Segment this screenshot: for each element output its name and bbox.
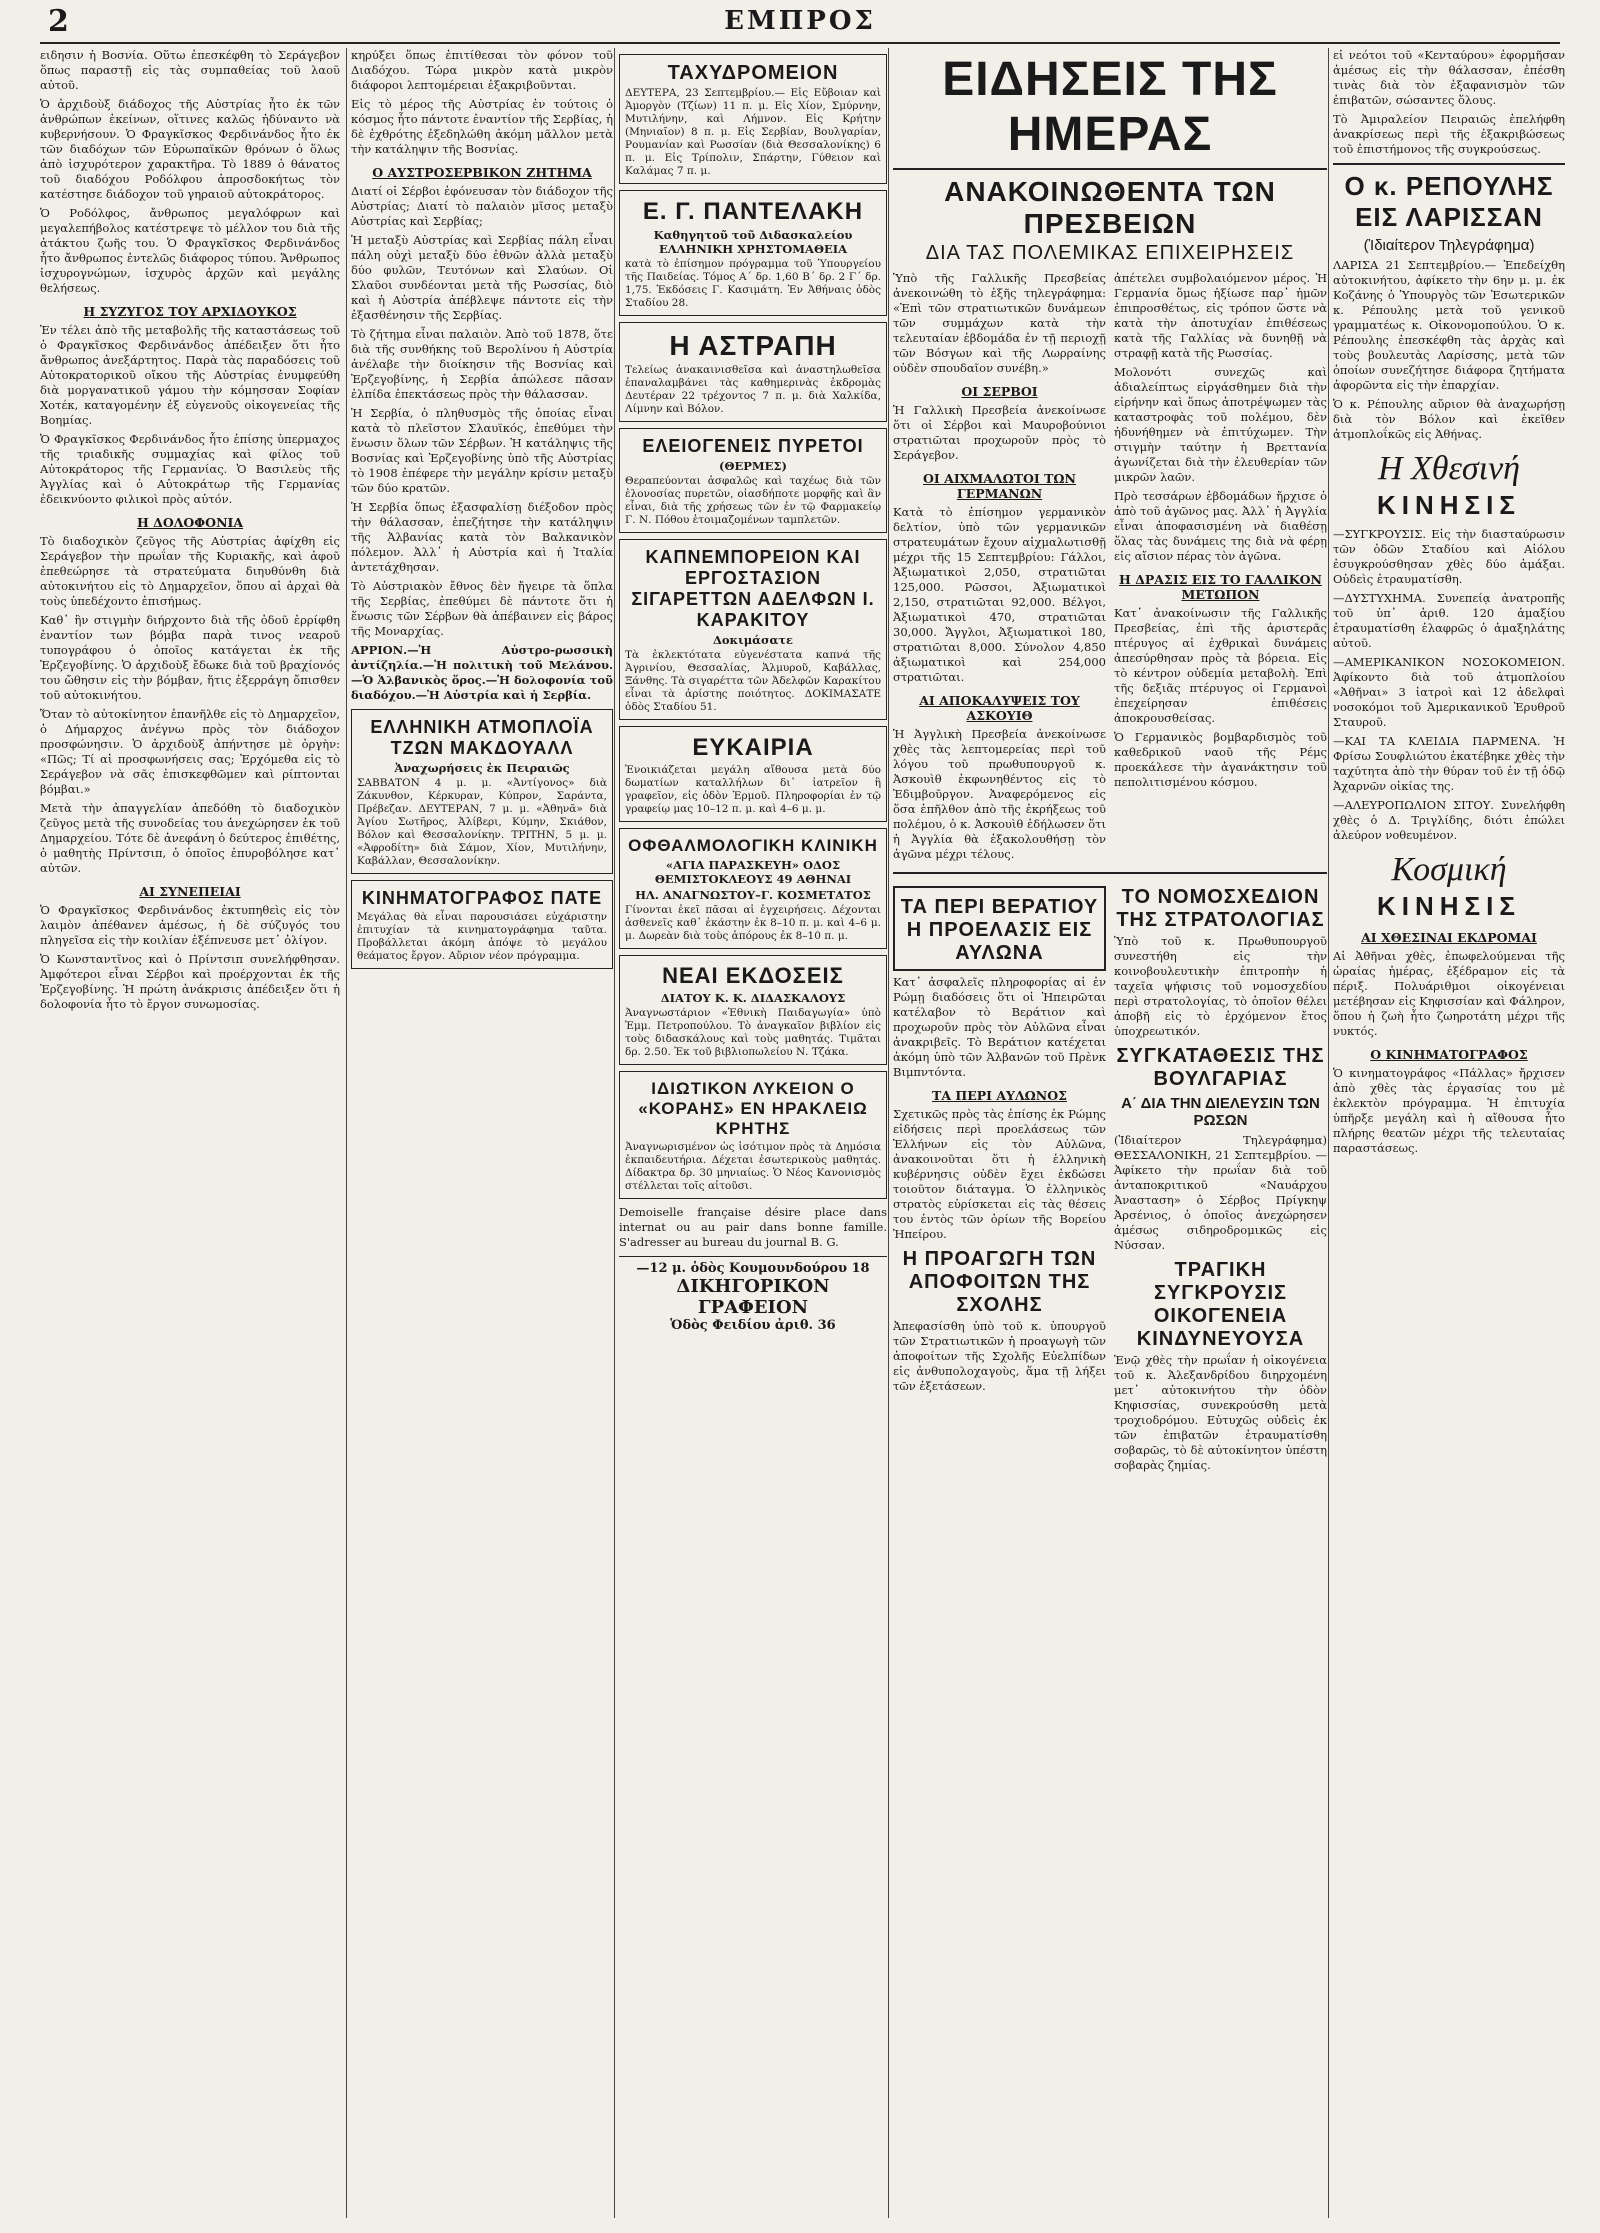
section-heading: Η ΣΥΖΥΓΟΣ ΤΟΥ ΑΡΧΙΔΟΥΚΟΣ — [83, 304, 297, 319]
article-paragraph: Ὑπὸ τῆς Γαλλικῆς Πρεσβείας ἀνεκοινώθη τὸ ἑξῆς τηλεγράφημα: «Ἐπὶ τῶν στρατιωτικῶν δυνάμεων τῶν συμμάχων κατὰ τὴν τελευταίαν ἑβδομάδα ἐν τῇ περιοχῇ τῶν Βόσγων καὶ τῆς Λωρραίνης οὐδὲν σπουδαῖον συνέβη.» — [893, 271, 1106, 375]
article-paragraph: Καθ᾿ ἣν στιγμὴν διήρχοντο διὰ τῆς ὁδοῦ ἐρρίφθη ἐναντίον των βόμβα παρὰ τινος νεαροῦ τυπογράφου ὁ ὁποῖος κατάγεται ἐκ τῆς Ἐρζεγοβίνης. Ὁ ἀρχιδοὺξ ἔδωκε διὰ τοῦ βραχίονός του ὤθησιν εἰς τὴν βόμβαν, ἥτις ἐξερράγη ὄπισθεν τοῦ αὐτοκινήτου. — [40, 613, 340, 702]
ad-title: Η ΑΣΤΡΑΠΗ — [669, 330, 837, 361]
ad-fevers — [619, 428, 887, 533]
article-paragraph: Κατὰ τὸ ἐπίσημον γερμανικὸν δελτίον, ὑπὸ τῶν γερμανικῶν στρατευμάτων ἔχουν αἰχμαλωτισθῇ μέχρι τῆς 15 Σεπτεμβρίου: Γάλλοι, Ἀξιωματικοὶ 2,050, στρατιῶται 125,000. Ρῶσσοι, Ἀξιωματικοὶ 2,150, στρατιῶται 92,000. Βέλγοι, Ἀξιωματικοὶ 470, στρατιῶται 30,000. Ἄγγλοι, Ἀξιωματικοὶ 180, στρατιῶται 8,000. Σύνολον 4,850 ἀξιωματικοὶ καὶ 254,000 στρατιῶται. — [893, 505, 1106, 684]
article-paragraph: Τὸ διαδοχικὸν ζεῦγος τῆς Αὐστρίας ἀφίχθη εἰς Σεράγεβον τὴν πρωΐαν τῆς Κυριακῆς, καὶ ἀφοῦ ἐπεθεώρησε τὰ στρατεύματα διηυθύνθη διὰ αὐτοκινήτου εἰς τὸ Δημαρχεῖον, ὅπου αἱ ἀρχαὶ θὰ τοὺς ὑπεδέχοντο ἐπισήμως. — [40, 534, 340, 608]
subheadline: (Ἰδιαίτερον Τηλεγράφημα) — [1363, 237, 1535, 254]
ad-title: ΚΑΠΝΕΜΠΟΡΕΙΟΝ ΚΑΙ ΕΡΓΟΣΤΑΣΙΟΝ ΣΙΓΑΡΕΤΤΩΝ ΑΔΕΛΦΩΝ Ι. ΚΑΡΑΚΙΤΟΥ — [631, 547, 875, 630]
article-paragraph: Εἰς τὸ μέρος τῆς Αὐστρίας ἐν τούτοις ὁ κόσμος ἦτο πάντοτε ἐναντίον τῆς Σερβίας, ἡ δὲ ἐχθρότης ἐξεδηλώθη ἀκόμη μᾶλλον μετὰ τὴν κατάληψιν τῆς Βοσνίας. — [351, 97, 613, 156]
paper-name: ΕΜΠΡΟΣ — [724, 6, 876, 36]
article-columns — [893, 271, 1327, 866]
ad-tobacco — [619, 539, 887, 720]
article-paragraph: (Ἰδιαίτερον Τηλεγράφημα) ΘΕΣΣΑΛΟΝΙΚΗ, 21 Σεπτεμβρίου. — Ἀφίκετο τὴν πρωΐαν διὰ τοῦ ἀνταποκριτικοῦ «Ναυάρχου Ἀνασταση» ὁ Σέρβος Πρίγκηψ Ἀρσένιος, ὁ ὁποῖος ἀνεχώρησεν ἀμέσως σιδηροδρομικῶς εἰς Νύσσαν. — [1114, 1133, 1327, 1252]
article-left — [893, 880, 1106, 1477]
ad-title: ΟΦΘΑΛΜΟΛΟΓΙΚΗ ΚΛΙΝΙΚΗ — [628, 836, 878, 855]
section-title: ΕΙΔΗΣΕΙΣ ΤΗΣ ΗΜΕΡΑΣ — [942, 53, 1278, 161]
ad-body: Ἀναγνωστάριον «Ἐθνικὴ Παιδαγωγία» ὑπὸ Ἐμμ. Πετροπούλου. Τὸ ἀναγκαῖον βιβλίον εἰς τοὺς διδασκάλους καὶ τοὺς μαθητάς. Τιμᾶται δρ. 2.50. Ἐκ τοῦ βιβλιοπωλείου Ν. Τζάκα. — [625, 1007, 881, 1058]
article-paragraph: Πρὸ τεσσάρων ἑβδομάδων ἤρχισε ὁ ἀπὸ τοῦ ἀγῶνος μας. Ἀλλ᾿ ἡ Ἀγγλία εἶναι ἀποφασισμένη νὰ διαθέσῃ ὅλας τὰς δυνάμεις της διὰ νὰ φέρῃ εἰς αἴσιον πέρας τὸν ἀγῶνα. — [1114, 489, 1327, 563]
article-paragraph: Ὁ κινηματογράφος «Πάλλας» ἤρχισεν ἀπὸ χθὲς τὰς ἐργασίας του μὲ ἐκλεκτὸν πρόγραμμα. Ἡ ἐπιτυχία ὑπῆρξε μεγάλη καὶ ἡ αἴθουσα ἦτο πλήρης θεατῶν μέχρι τῆς τελευταίας παραστάσεως. — [1333, 1066, 1565, 1155]
article-paragraph: Τὸ ζήτημα εἶναι παλαιὸν. Ἀπὸ τοῦ 1878, ὅτε διὰ τῆς συνθήκης τοῦ Βερολίνου ἡ Αὐστρία ἀνέλαβε τὴν διοίκησιν τῆς Βοσνίας καὶ Ἐρζεγοβίνης, ἡ Σερβία ἀπώλεσε πᾶσαν ἐλπίδα ἐπεκτάσεως πρὸς τὴν θάλασσαν. — [351, 327, 613, 401]
section-heading: ΑΙ ΑΠΟΚΑΛΥΨΕΙΣ ΤΟΥ ΑΣΚΟΥΙΘ — [919, 693, 1080, 723]
article-columns — [893, 880, 1327, 1477]
ad-body: Τὰ ἐκλεκτότατα εὐγενέστατα καπνά τῆς Ἀγρινίου, Θεσσαλίας, Ἁλμυροῦ, Καβάλλας, Ξάνθης. Τὰ σιγαρέττα τῶν Ἀδελφῶν Καρακίτου εἶναι τὰ ἀρίστης ποιότητος. ΔΟΚΙΜΑΣΑΤΕ ὁδὸς Σταδίου 51. — [625, 649, 881, 713]
article-paragraph: —ΑΛΕΥΡΟΠΩΛΙΟΝ ΣΙΤΟΥ. Συνελήφθη χθὲς ὁ Δ. Τριγλίδης, διότι ἐπώλει ἀλεύρον νοθευμένον. — [1333, 798, 1565, 842]
article-paragraph: —ΚΑΙ ΤΑ ΚΛΕΙΔΙΑ ΠΑΡΜΕΝΑ. Ἡ Φρίσω Σουφλιώτου ἐκατέβηκε χθὲς τὴν ταχύτητα ἀπὸ τὴν θύραν τοῦ ἐν τῇ ὁδῷ Ἀχαρνῶν οἰκίας της. — [1333, 734, 1565, 793]
column-1 — [40, 48, 340, 2218]
ad-law-office — [619, 1256, 887, 1333]
ad-new-editions — [619, 955, 887, 1065]
section-title: ΚΙΝΗΣΙΣ — [1377, 891, 1521, 921]
section-heading: ΑΙ ΧΘΕΣΙΝΑΙ ΕΚΔΡΟΜΑΙ — [1361, 930, 1537, 945]
article-paragraph: Τὸ Ἀμιραλείον Πειραιῶς ἐπελήφθη ἀνακρίσεως περὶ τῆς ἐξακριβώσεως τοῦ ἐπιστήμονος τῆς συγκρούσεως. — [1333, 112, 1565, 156]
column-5 — [1328, 48, 1565, 2218]
masthead — [40, 0, 1560, 44]
article-paragraph: Αἱ Ἀθῆναι χθὲς, ἐπωφελούμεναι τῆς ὡραίας ἡμέρας, ἐξέδραμον εἰς τὰ πέριξ. Πολυάριθμοι οἰκογένειαι μετέβησαν εἰς Κηφισσίαν καὶ Φάληρον, ὅπου ἡ ζωὴ ἦτο ζωηροτάτη μέχρι τῆς νυκτός. — [1333, 949, 1565, 1038]
ad-title: ΙΔΙΩΤΙΚΟΝ ΛΥΚΕΙΟΝ Ο «ΚΟΡΑΗΣ» ΕΝ ΗΡΑΚΛΕΙΩ ΚΡΗΤΗΣ — [638, 1079, 868, 1138]
section-heading: Η ΔΟΛΟΦΟΝΙΑ — [136, 515, 244, 530]
headline: ΤΑ ΠΕΡΙ ΒΕΡΑΤΙΟΥ Η ΠΡΟΕΛΑΣΙΣ ΕΙΣ ΑΥΛΩΝΑ — [900, 896, 1099, 964]
section-heading: Ο ΚΙΝΗΜΑΤΟΓΡΑΦΟΣ — [1370, 1047, 1528, 1062]
article-paragraph: Ὑπὸ τοῦ κ. Πρωθυπουργοῦ συνεστήθη εἰς τὴν κοινοβουλευτικὴν ἐπιτροπὴν ἡ ταχεῖα ψήφισις τοῦ νομοσχεδίου περὶ στρατολογίας, τὸ ὁποῖον θέλει ἀποβῆ εἰς τὸ ἐρχόμενον ἔτος ὑποχρεωτικόν. — [1114, 934, 1327, 1038]
telegram-summary: ΑΡΡΙΟΝ.—Ἡ Αὐστρο-ρωσσικὴ ἀντίζηλία.—Ἡ πολιτικὴ τοῦ Μελάνου.—Ὁ Ἀλβανικὸς ὅρος.—Ἡ δολοφονία τοῦ διαδόχου.—Ἡ Αὐστρία καὶ ἡ Σερβία. — [351, 643, 613, 702]
ad-subtitle: (ΘΕΡΜΕΣ) — [719, 459, 787, 473]
ad-cinema — [351, 880, 613, 969]
article-paragraph: Σχετικῶς πρὸς τὰς ἐπίσης ἐκ Ρώμης εἰδήσεις περὶ προελάσεως τῶν Ἑλλήνων εἰς τὸν Αὐλῶνα, ἀνακοινοῦται ὅτι ἡ ἑλληνικὴ κυβέρνησις οὐδὲν ἔχει ἐκδώσει τοιοῦτον διάταγμα. Ὁ ἑλληνικὸς στρατὸς εὑρίσκεται εἰς τὰς θέσεις του ἐντὸς τῶν ὁρίων τῆς Βορείου Ἠπείρου. — [893, 1107, 1106, 1241]
ad-body: Ἐνοικιάζεται μεγάλη αἴθουσα μετὰ δύο δωματίων καταλλήλων δι᾿ ἰατρεῖον ἢ γραφεῖον, εἰς ὁδὸν Ἑρμοῦ. Πληροφορίαι ἐν τῷ γραφείῳ μας 10–12 π. μ. καὶ 4–6 μ. μ. — [625, 764, 881, 815]
ad-line: Ὁδὸς Φειδίου ἀριθ. 36 — [670, 1318, 836, 1333]
article-paragraph: —ΔΥΣΤΥΧΗΜΑ. Συνεπείᾳ ἀνατροπῆς τοῦ ὑπ᾿ ἀριθ. 120 ἁμαξίου ἐτραυματίσθη ἐλαφρῶς ὁ ἀμαξηλάτης αὐτοῦ. — [1333, 591, 1565, 650]
article-paragraph: Ὁ Γερμανικὸς βομβαρδισμὸς τοῦ καθεδρικοῦ ναοῦ τῆς Ρέμς προεκάλεσε τὴν ἀγανάκτησιν τοῦ πεπολιτισμένου κόσμου. — [1114, 730, 1327, 789]
ad-body: Ἀναγνωρισμένον ὡς ἰσότιμον πρὸς τὰ Δημόσια ἐκπαιδευτήρια. Δέχεται ἐσωτερικοὺς μαθητάς. Δίδακτρα δρ. 30 μηνιαίως. Ὁ Νέος Κανονισμὸς στέλλεται τοῖς αἰτοῦσι. — [625, 1141, 881, 1192]
article-right — [1114, 880, 1327, 1477]
section-heading: ΟΙ ΣΕΡΒΟΙ — [961, 384, 1038, 399]
article-right — [1114, 271, 1327, 866]
ad-body: ΣΑΒΒΑΤΟΝ 4 μ. μ. «Ἀντίγονος» διὰ Ζάκυνθον, Κέρκυραν, Κύπρον, Σαράντα, Πρέβεζαν. ΔΕΥΤΕΡΑΝ, 7 μ. μ. «Ἀθηνᾶ» διὰ Ἀγίου Σωτῆρος, Ἀλίβερι, Κύμην, Σκιάθον, Βόλον καὶ Θεσσαλονίκην. ΤΡΙΤΗΝ, 5 μ. μ. «Ἀφροδίτη» διὰ Σάμον, Χίον, Μυτιλήνην, Καβάλλαν, Θεσσαλονίκην. — [357, 777, 607, 867]
ad-body: Τελείως ἀνακαινισθεῖσα καὶ ἀναστηλωθεῖσα ἐπαναλαμβάνει τὰς καθημερινὰς ἐκδρομὰς Δευτέραν 22 τρέχοντος 7 π. μ. διὰ Χαλκίδα, Λίμνην καὶ Βόλον. — [625, 364, 881, 415]
ad-textbook — [619, 190, 887, 316]
headline-box — [893, 886, 1106, 971]
divider — [893, 872, 1327, 874]
article-paragraph: Τὸ Αὐστριακὸν ἔθνος δὲν ἤγειρε τὰ ὅπλα τῆς Σερβίας, ἐπεθύμει δὲ πάντοτε ὅτι ἡ ἕνωσις τῶν Σέρβων θὰ ἀπέβαινεν εἰς βάρος τῆς Μοναρχίας. — [351, 579, 613, 638]
article-paragraph: Κατ᾿ ἀσφαλεῖς πληροφορίας αἱ ἐν Ρώμῃ διαδόσεις ὅτι οἱ Ἠπειρῶται κατέλαβον τὸ Βεράτιον καὶ προχωροῦν πρὸς τὸν Αὐλῶνα εἶναι ἀνακριβεῖς. Τὸ Βεράτιον κατέχεται ἀκόμη ὑπὸ τῶν Ἀλβανῶν τοῦ Πρὲνκ Βιμπντόντα. — [893, 975, 1106, 1079]
ad-body: Μεγάλας θὰ εἶναι παρουσιάσει εὐχάριστην ἐπιτυχίαν τὰ κινηματογράφημα ταῦτα. Προβάλλεται ἀκόμη ἀπόψε τὸ μεγάλου θεάματος ἔργον. Αὔριον νέον πρόγραμμα. — [357, 911, 607, 962]
ad-subtitle: ΔΙΑΤΟΥ Κ. Κ. ΔΙΔΑΣΚΑΛΟΥΣ — [660, 991, 846, 1005]
ad-title: ΤΑΧΥΔΡΟΜΕΙΟΝ — [667, 62, 839, 84]
ad-subtitle: Δοκιμάσατε — [712, 633, 794, 647]
page-number: 2 — [48, 4, 69, 39]
ad-eye-clinic — [619, 828, 887, 949]
article-paragraph: Ἡ Γαλλικὴ Πρεσβεία ἀνεκοίνωσε ὅτι οἱ Σέρβοι καὶ Μαυροβούνιοι στρατιῶται προχωροῦν πρὸς τὸ Σεράγεβον. — [893, 403, 1106, 462]
ad-post-office — [619, 54, 887, 184]
article-paragraph: Ἡ Σερβία, ὁ πληθυσμὸς τῆς ὁποίας εἶναι κατὰ τὸ πλεῖστον Σλαυϊκός, ἐπεθύμει τὴν ἕνωσιν ὅλων τῶν Σέρβων. Ἡ κατάληψις τῆς Βοσνίας καὶ Ἐρζεγοβίνης ὑπὸ τῆς Αὐστρίας τὸ 1908 ἐπέφερε τὴν μεγάλην κρίσιν μεταξὺ τῶν δύο κρατῶν. — [351, 406, 613, 495]
ad-opportunity — [619, 726, 887, 822]
article-paragraph: Ὁ ἀρχιδοὺξ διάδοχος τῆς Αὐστρίας ἦτο ἐκ τῶν ἀνθρώπων ἐκείνων, οἵτινες καλῶς ἠδύναντο νὰ κυβερνήσουν. Ὁ Φραγκῖσκος Φερδινάνδος ἦτο ἐκ τῶν διαδόχων τῶν Εὐρωπαϊκῶν θρόνων ὁ ὅλως ἀπὸ ἰσχυρότερον χαρακτῆρα. Τὸ 1889 ὁ θάνατος τοῦ διαδόχου Ροδόλφου ἀπροσδοκήτως τὸν κατέστησε διάδοχον τοῦ γηραιοῦ αὐτοκράτορος. — [40, 97, 340, 201]
article-paragraph: Μετὰ τὴν ἀπαγγελίαν ἀπεδόθη τὸ διαδοχικὸν ζεῦγος μετὰ τῆς συνοδείας του ἀνεχώρησεν ἐκ τοῦ Δημαρχείου. Τότε δὲ ἀνεφάνη ὁ δεύτερος ἐπιθέτης, ὁ μαθητὴς Πρίντσιπ, ὁ ὁποῖος ἐπυροβόλησε κατ᾿ αὐτῶν. — [40, 801, 340, 875]
section-title: Η Χθεσινή — [1377, 450, 1521, 487]
article-paragraph: Ὁ Κωνσταντῖνος καὶ ὁ Πρίντσιπ συνελήφθησαν. Ἀμφότεροι εἶναι Σέρβοι καὶ προέρχονται ἐκ τῆς Ἐρζεγοβίνης. Ἡ πρώτη ἀνάκρισις ἀπέδειξεν ὅτι ἡ δολοφονία ἦτο τὸ ἔργον συνωμοσίας. — [40, 952, 340, 1011]
column-4 — [888, 48, 1327, 2218]
column-2 — [346, 48, 613, 2218]
ad-title: ΕΛΛΗΝΙΚΗ ΑΤΜΟΠΛΟΪΑ ΤΖΩΝ ΜΑΚΔΟΥΑΛΛ — [370, 717, 594, 758]
columns — [40, 48, 1565, 2218]
section-heading: ΤΑ ΠΕΡΙ ΑΥΛΩΝΟΣ — [932, 1088, 1067, 1103]
ad-body: ΔΕΥΤΕΡΑ, 23 Σεπτεμβρίου.— Εἰς Εὔβοιαν καὶ Ἀμοργὸν (Τζίων) 11 π. μ. Εἰς Χίον, Σμύρνην, Μυτιλήνην, καὶ Λήμνον. Εἰς Κρήτην (Μηνιαῖον) 8 π. μ. Εἰς Σερβίαν, Βουλγαρίαν, Ρουμανίαν καὶ Ρωσσίαν (διὰ Θεσσαλονίκης) 6 π. μ. Εἰς Τρίπολιν, Σπάρτην, Γύθειον καὶ Καλάμας 7 π. μ. — [625, 87, 881, 177]
article-paragraph: Ἡ Ἀγγλικὴ Πρεσβεία ἀνεκοίνωσε χθὲς τὰς λεπτομερείας περὶ τοῦ λόγου τοῦ πρωθυπουργοῦ κ. Ἀσκουὶθ ἐκφωνηθέντος εἰς τὸ Ἐδιμβοῦργον. Ἀναφερόμενος εἰς ὅσα ἐπῆλθον ἀπὸ τῆς ἐκρήξεως τοῦ πολέμου, ὁ κ. Ἀσκουὶθ ἐδήλωσεν ὅτι ἡ Ἀγγλία θὰ ἐξακολουθήσῃ τὸν ἀγῶνα μέχρι τέλους. — [893, 727, 1106, 861]
headline: ΣΥΓΚΑΤΑΘΕΣΙΣ ΤΗΣ ΒΟΥΛΓΑΡΙΑΣ — [1116, 1045, 1325, 1090]
headline: Η ΠΡΟΑΓΩΓΗ ΤΩΝ ΑΠΟΦΟΙΤΩΝ ΤΗΣ ΣΧΟΛΗΣ — [902, 1248, 1097, 1316]
section-heading: Ο ΑΥΣΤΡΟΣΕΡΒΙΚΟΝ ΖΗΤΗΜΑ — [372, 165, 592, 180]
subheadline: Α΄ ΔΙΑ ΤΗΝ ΔΙΕΛΕΥΣΙΝ ΤΩΝ ΡΩΣΩΝ — [1121, 1095, 1320, 1129]
section-title: ΚΙΝΗΣΙΣ — [1377, 490, 1521, 520]
article-paragraph: ΛΑΡΙΣΑ 21 Σεπτεμβρίου.— Ἐπεδείχθη αὐτοκινήτου, ἀφίκετο τὴν 6ην μ. μ. ἐκ Κοζάνης ὁ Ὑπουργὸς τῶν Ἐσωτερικῶν κ. Ρέπουλης μετὰ τοῦ γενικοῦ γραμματέως κ. Οἰκονομοπούλου. Ὁ κ. Ρέπουλης ἐπεσκέφθη τὰς ἀρχὰς καὶ τοὺς βουλευτὰς Λαρίσσης, μετὰ τῶν ὁποίων συνεζήτησε διάφορα ζητήματα ἀφορῶντα εἰς τὴν ἐπαρχίαν. — [1333, 258, 1565, 392]
ad-body: Γίνονται ἐκεῖ πᾶσαι αἱ ἐγχειρήσεις. Δέχονται ἀσθενεῖς καθ᾿ ἑκάστην ἐκ 8–10 π. μ. καὶ 4–6 μ. μ. Δωρεὰν διὰ τοὺς ἀπόρους ἐκ 8–10 π. μ. — [625, 904, 881, 942]
ad-body: κατὰ τὸ ἐπίσημον πρόγραμμα τοῦ Ὑπουργείου τῆς Παιδείας. Τόμος Α΄ δρ. 1,60 Β΄ δρ. 2 Γ΄ δρ. 1,75. Ἐκδόσεις Γ. Κασιμάτη. Ἐν Ἀθήναις ὁδὸς Σταδίου 28. — [625, 258, 881, 309]
article-paragraph: Ἡ μεταξὺ Αὐστρίας καὶ Σερβίας πάλη εἶναι πάλη οὐχὶ μεταξὺ δύο ἐθνῶν ἀλλὰ μεταξὺ δύο φυλῶν, Τευτόνων καὶ Σλαύων. Οἱ Σλαῦοι συνδέονται μετὰ τῆς Ρωσσίας, διὸ καὶ ἡ Αὐστρία ἀπέβλεψε πάντοτε εἰς τὴν ἐξασθένησιν τῆς Σερβίας. — [351, 233, 613, 322]
headline: Ο κ. ΡΕΠΟΥΛΗΣ ΕΙΣ ΛΑΡΙΣΣΑΝ — [1344, 171, 1554, 232]
article-paragraph: Μολονότι συνεχῶς καὶ ἀδιαλείπτως εἰργάσθημεν διὰ τὴν εἰρήνην καὶ ὅπως ἀποτρέψωμεν τὰς καταστροφὰς τοῦ πολέμου, δὲν ἠδυνήθημεν νὰ ἐπιτύχωμεν. Τὴν στιγμὴν ταύτην ἡ Βρεττανία ἀγωνίζεται διὰ τὴν ἐλευθερίαν τῶν μικρῶν λαῶν. — [1114, 365, 1327, 484]
headline: ΤΡΑΓΙΚΗ ΣΥΓΚΡΟΥΣΙΣ ΟΙΚΟΓΕΝΕΙΑ ΚΙΝΔΥΝΕΥΟΥΣΑ — [1136, 1259, 1305, 1350]
ad-body: Θεραπεύονται ἀσφαλῶς καὶ ταχέως διὰ τῶν ἑλονοσίας πυρετῶν, οἱασδήποτε μορφῆς καὶ ἂν εἶναι, διὰ τῆς χρήσεως τῶν ἐν τῷ Φαρμακείῳ Γ. Ν. Πόθου ἑτοιμαζομένων ταμπλετῶν. — [625, 475, 881, 526]
article-paragraph: Ὅταν τὸ αὐτοκίνητον ἐπανῆλθε εἰς τὸ Δημαρχεῖον, ὁ Δήμαρχος ἀνέγνω πρὸς τὸν διάδοχον προσφώνησιν. Ὁ ἀρχιδοὺξ ἀπήντησε μὲ ὀργὴν: «Πῶς; Τί αἱ προσφωνήσεις σας; Ἐρχόμεθα εἰς τὸ Σεράγεβον νὰ σᾶς ἐπισκεφθῶμεν καὶ ρίπτονται βόμβαι.» — [40, 707, 340, 796]
article-left — [893, 271, 1106, 866]
ad-title: ΕΛΕΙΟΓΕΝΕΙΣ ΠΥΡΕΤΟΙ — [642, 436, 864, 456]
article-paragraph: Ὁ Ροδόλφος, ἄνθρωπος μεγαλόφρων καὶ μεγαλεπήβολος κατέστρεψε τὸ μέλλον του διὰ τῆς ἀτάκτου ζωῆς του. Ὁ Φραγκῖσκος Φερδινάνδος ἦτο ἄνθρωπος ἐντελῶς διάφορος τύπου. Ἄνθρωπος ἰσχυρογνώμων, ἰσχυρὸς ἀρχῶν καὶ μεγάλης θελήσεως. — [40, 206, 340, 295]
ad-subtitle: Καθηγητοῦ τοῦ Διδασκαλείου ΕΛΛΗΝΙΚΗ ΧΡΗΣΤΟΜΑΘΕΙΑ — [653, 228, 853, 256]
column-3 — [614, 48, 887, 2218]
article-paragraph: Ὁ κ. Ρέπουλης αὔριον θὰ ἀναχωρήσῃ διὰ τὸν Βόλον καὶ ἐκεῖθεν ἀτμοπλοΐκῶς εἰς Ἀθήνας. — [1333, 397, 1565, 441]
ad-title: ΚΙΝΗΜΑΤΟΓΡΑΦΟΣ ΠΑΤΕ — [361, 888, 603, 908]
ad-subtitle: «ΑΓΙΑ ΠΑΡΑΣΚΕΥΗ» ΟΔΟΣ ΘΕΜΙΣΤΟΚΛΕΟΥΣ 49 ΑΘΗΝΑΙ — [654, 858, 852, 886]
article-paragraph: Διατί οἱ Σέρβοι ἐφόνευσαν τὸν διάδοχον τῆς Αὐστρίας; Διατί τὸ παλαιὸν μῖσος μεταξὺ Αὐστρίας καὶ Σερβίας; — [351, 184, 613, 228]
section-heading: ΑΙ ΣΥΝΕΠΕΙΑΙ — [139, 884, 241, 899]
article-paragraph: κηρύξει ὅπως ἐπιτίθεσαι τὸν φόνον τοῦ Διαδόχου. Τώρα μικρὸν κατὰ μικρὸν διάφοροι λεπτομέρειαι ἐξακριβοῦνται. — [351, 48, 613, 92]
article-paragraph: ειδησιν ἡ Βοσνία. Οὕτω ἐπεσκέφθη τὸ Σεράγεβον ὅπως παραστῇ εἰς τὰς συμπαθείας τοῦ λαοῦ αὐτοῦ. — [40, 48, 340, 92]
french-classified: Demoiselle française désire place dans internat ou au pair dans bonne famille. S'adresser au bureau du journal B. G. — [619, 1205, 887, 1249]
subheadline: ΔΙΑ ΤΑΣ ΠΟΛΕΜΙΚΑΣ ΕΠΙΧΕΙΡΗΣΕΙΣ — [925, 242, 1295, 264]
article-paragraph: Κατ᾿ ἀνακοίνωσιν τῆς Γαλλικῆς Πρεσβείας, ἐπὶ τῆς ἀριστερᾶς πτέρυγος αἱ ἐχθρικαὶ δυνάμεις ἀπεσύρθησαν πρὸς τὰ βόρεια. Εἰς τὸ κέντρον οὐδεμία μεταβολὴ. Ἐπὶ τῆς δεξιᾶς πτέρυγος οἱ Γερμανοὶ ἐπεχείρησαν ἐπιθέσεις ἀποκρουσθείσας. — [1114, 606, 1327, 725]
ad-line: —12 μ. ὁδὸς Κουμουνδούρου 18 — [636, 1261, 870, 1276]
ad-doctors: ΗΛ. ΑΝΑΓΝΩΣΤΟΥ–Γ. ΚΟΣΜΕΤΑΤΟΣ — [635, 888, 871, 902]
ad-lyceum — [619, 1071, 887, 1199]
section-heading: Η ΔΡΑΣΙΣ ΕΙΣ ΤΟ ΓΑΛΛΙΚΟΝ ΜΕΤΩΠΟΝ — [1119, 572, 1322, 602]
article-paragraph: ἀπέτελει συμβολαιόμενον μέρος. Ἡ Γερμανία ὅμως ἠξίωσε παρ᾿ ἡμῶν ἐπιπροσθέτως, εἰς τρόπον ὥστε νὰ κατὰ τὴν ἀποτυχίαν ἐπιθέσεως κατὰ τῆς Γαλλίας νὰ δυνηθῇ νὰ στραφῇ κατὰ τῆς Ρωσσίας. — [1114, 271, 1327, 360]
ad-title: ΝΕΑΙ ΕΚΔΟΣΕΙΣ — [662, 963, 844, 988]
section-heading: ΟΙ ΑΙΧΜΑΛΩΤΟΙ ΤΩΝ ΓΕΡΜΑΝΩΝ — [923, 471, 1076, 501]
divider — [1333, 163, 1565, 165]
article-paragraph: Ἐνῷ χθὲς τὴν πρωΐαν ἡ οἰκογένεια τοῦ κ. Ἀλεξανδρίδου διηρχομένη μετ᾿ αὐτοκινήτου τὴν ὁδὸν Κηφισσίας, συνεκρούσθη μετὰ τροχιοδρόμου. Εὐτυχῶς οὐδεὶς ἐκ τῶν ἐπιβατῶν ἐτραυματίσθη σοβαρῶς, τὸ δὲ αὐτοκίνητον ὑπέστη σοβαρὰς ζημίας. — [1114, 1353, 1327, 1472]
article-paragraph: Ὁ Φραγκῖσκος Φερδινάνδος ἦτο ἐπίσης ὑπερμαχος τῆς τριαδικῆς συμμαχίας καὶ φίλος τοῦ Αὐτοκράτορος τῆς Γερμανίας. Ὁ Βασιλεὺς τῆς Ἀγγλίας καὶ ὁ Αὐτοκράτωρ τῆς Γερμανίας ἐδεικνύοντο φιλικοὶ πρὸς αὐτόν. — [40, 432, 340, 506]
headline: ΑΝΑΚΟΙΝΩΘΕΝΤΑ ΤΩΝ ΠΡΕΣΒΕΙΩΝ — [944, 176, 1276, 239]
ad-title: Ε. Γ. ΠΑΝΤΕΛΑΚΗ — [642, 198, 864, 225]
article-paragraph: Ἐν τέλει ἀπὸ τῆς μεταβολῆς τῆς καταστάσεως τοῦ ὁ Φραγκῖσκος Φερδινάνδος ἀπέδειξεν ὅτι ἦτο ἄνθρωπος ἀνεξάρτητος. Παρὰ τὰς παραδόσεις τοῦ Αὐτοκρατορικοῦ οἴκου τῆς Αὐστρίας ἐνυμφεύθη διὰ μοργανατικοῦ γάμου τὴν κόμησσαν Σοφίαν Χοτέκ, καταγομένην ἐξ εὐγενοῦς οἰκογενείας τῆς Βοημίας. — [40, 323, 340, 427]
ad-line: ΔΙΚΗΓΟΡΙΚΟΝ ΓΡΑΦΕΙΟΝ — [676, 1276, 830, 1318]
article-paragraph: —ΣΥΓΚΡΟΥΣΙΣ. Εἰς τὴν διασταύρωσιν τῶν ὁδῶν Σταδίου καὶ Αἰόλου ἐσυγκρούσθησαν χθὲς δύο ἁμάξαι. Οὐδεὶς ἐτραυματίσθη. — [1333, 527, 1565, 586]
article-paragraph: —ΑΜΕΡΙΚΑΝΙΚΟΝ ΝΟΣΟΚΟΜΕΙΟΝ. Ἀφίκοντο διὰ τοῦ ἀτμοπλοίου «Ἀθῆναι» 3 ἰατροὶ καὶ 12 ἀδελφαὶ νοσοκόμοι τοῦ Ἀμερικανικοῦ Ἐρυθροῦ Σταυροῦ. — [1333, 655, 1565, 729]
article-paragraph: Ὁ Φραγκῖσκος Φερδινάνδος ἐκτυπηθεὶς εἰς τὸν λαιμὸν ἀπέθανεν ἀμέσως, ἡ δὲ σύζυγός του πληγεῖσα εἰς τὴν κοιλίαν ἐξέπνευσε μετ᾿ ὀλίγον. — [40, 903, 340, 947]
divider — [893, 168, 1327, 170]
ad-shipping — [351, 709, 613, 874]
article-paragraph: Ἡ Σερβία ὅπως ἐξασφαλίσῃ διέξοδον πρὸς τὴν θάλασσαν, ἐπεζήτησε τὴν κατάληψιν τῆς Ἀλβανίας κατὰ τὸν Βαλκανικὸν πόλεμον. Ἀλλ᾿ ἡ Αὐστρία καὶ ἡ Ἰταλία ἀντετάχθησαν. — [351, 500, 613, 574]
ad-subtitle: Ἀναχωρήσεις ἐκ Πειραιῶς — [394, 761, 570, 775]
ad-title: ΕΥΚΑΙΡΙΑ — [692, 734, 814, 761]
section-title: Κοσμική — [1391, 851, 1507, 888]
ad-astrapi — [619, 322, 887, 422]
article-paragraph: Ἀπεφασίσθη ὑπὸ τοῦ κ. ὑπουργοῦ τῶν Στρατιωτικῶν ἡ προαγωγὴ τῶν ἀποφοίτων τῆς Σχολῆς Εὐελπίδων εἰς ἀνθυπολοχαγοὺς, ἅμα τῇ λήξει τῶν ἐξετάσεων. — [893, 1319, 1106, 1393]
article-paragraph: εἰ νεότοι τοῦ «Κενταύρου» ἐφορμῆσαν ἀμέσως εἰς τὴν θάλασσαν, ἐπέσθη τινὰς διὰ τὸν ἐξαφανισμὸν τῶν ἐπιβατῶν, σώσαντες ὅλους. — [1333, 48, 1565, 107]
headline: ΤΟ ΝΟΜΟΣΧΕΔΙΟΝ ΤΗΣ ΣΤΡΑΤΟΛΟΓΙΑΣ — [1116, 886, 1325, 931]
